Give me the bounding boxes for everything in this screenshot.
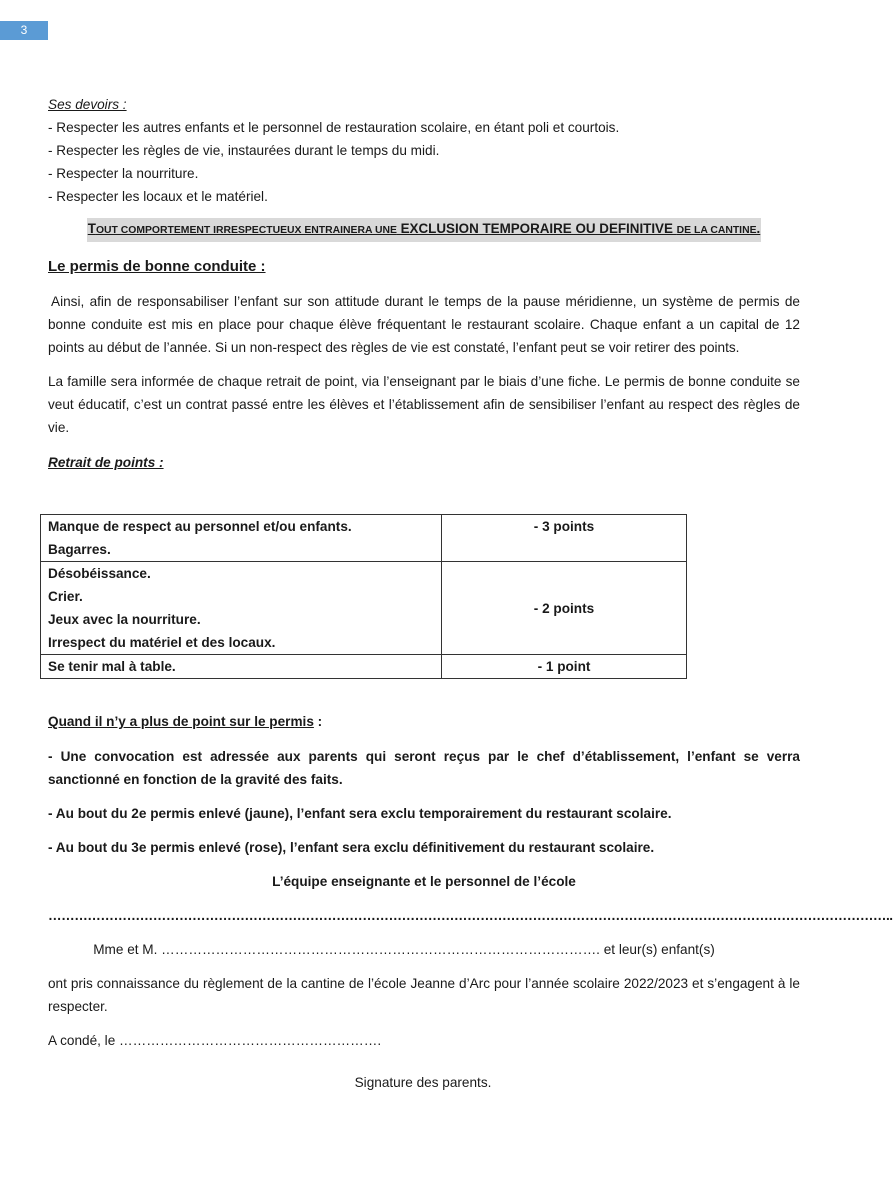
- offense-cell: Désobéissance. Crier. Jeux avec la nourriture. Irrespect du matériel et des locaux.: [41, 562, 442, 655]
- parents-name-field: Mme et M. ……………………………………………………………………………………. et leur(s) enfant(s): [93, 942, 715, 957]
- sanctions-section: [48, 710, 893, 1094]
- sanction-item: - Une convocation est adressée aux parents qui seront reçus par le chef d’établissement, l’enfant se verra sanctionné en fonction de la gravité des faits.: [48, 749, 800, 787]
- offense-cell: Se tenir mal à table.: [41, 655, 442, 679]
- duty-item: - Respecter les locaux et le matériel.: [48, 189, 268, 204]
- cut-separator: …………………………………………………………………………………………………………………………………………………………………………..: [48, 908, 893, 923]
- table-row: [41, 562, 687, 655]
- sanction-item: - Au bout du 2e permis enlevé (jaune), l’enfant sera exclu temporairement du restaurant scolaire.: [48, 806, 672, 821]
- no-points-title: Quand il n’y a plus de point sur le permis :: [48, 714, 323, 729]
- page-number-tab: 3: [0, 21, 48, 40]
- offense-cell: Manque de respect au personnel et/ou enfants. Bagarres.: [41, 515, 442, 562]
- place-date-field: A condé, le ………………………………………………….: [48, 1033, 382, 1048]
- retrait-title: Retrait de points :: [48, 455, 164, 470]
- permis-title: Le permis de bonne conduite :: [48, 258, 266, 275]
- signoff: L’équipe enseignante et le personnel de l’école: [272, 874, 576, 889]
- duties-heading: Ses devoirs :: [48, 97, 127, 112]
- table-row: [41, 655, 687, 679]
- regulation-body: [48, 93, 800, 474]
- duty-item: - Respecter la nourriture.: [48, 166, 199, 181]
- permis-paragraph: La famille sera informée de chaque retrait de point, via l’enseignant par le biais d’une fiche. Le permis de bonne conduite se veut éducatif, c’est un contrat passé entre les élèves et l’établissement afin de sensibiliser l’enfant au respect des règles de vie.: [48, 374, 800, 435]
- warning-banner: TOUT COMPORTEMENT IRRESPECTUEUX ENTRAINERA UNE EXCLUSION TEMPORAIRE OU DEFINITIVE DE LA CANTINE.: [48, 218, 800, 242]
- duty-item: - Respecter les règles de vie, instaurées durant le temps du midi.: [48, 143, 440, 158]
- duty-item: - Respecter les autres enfants et le personnel de restauration scolaire, en étant poli et courtois.: [48, 120, 620, 135]
- table-row: [41, 515, 687, 562]
- sanction-item: - Au bout du 3e permis enlevé (rose), l’enfant sera exclu définitivement du restaurant scolaire.: [48, 840, 655, 855]
- points-cell: - 2 points: [442, 562, 687, 655]
- points-table: [40, 514, 687, 679]
- points-cell: - 1 point: [442, 655, 687, 679]
- points-cell: - 3 points: [442, 515, 687, 562]
- parent-signature-label: Signature des parents.: [354, 1075, 492, 1090]
- permis-paragraph: Ainsi, afin de responsabiliser l’enfant sur son attitude durant le temps de la pause méridienne, un système de permis de bonne conduite est mis en place pour chaque élève fréquentant le restaurant scolaire. Chaque enfant a un capital de 12 points au début de l’année. Si un non-respect des règles de vie est constaté, l’enfant peut se voir retirer des points.: [48, 294, 800, 355]
- acknowledgement-text: ont pris connaissance du règlement de la cantine de l’école Jeanne d’Arc pour l’année scolaire 2022/2023 et s’engagent à le respecter.: [48, 976, 800, 1014]
